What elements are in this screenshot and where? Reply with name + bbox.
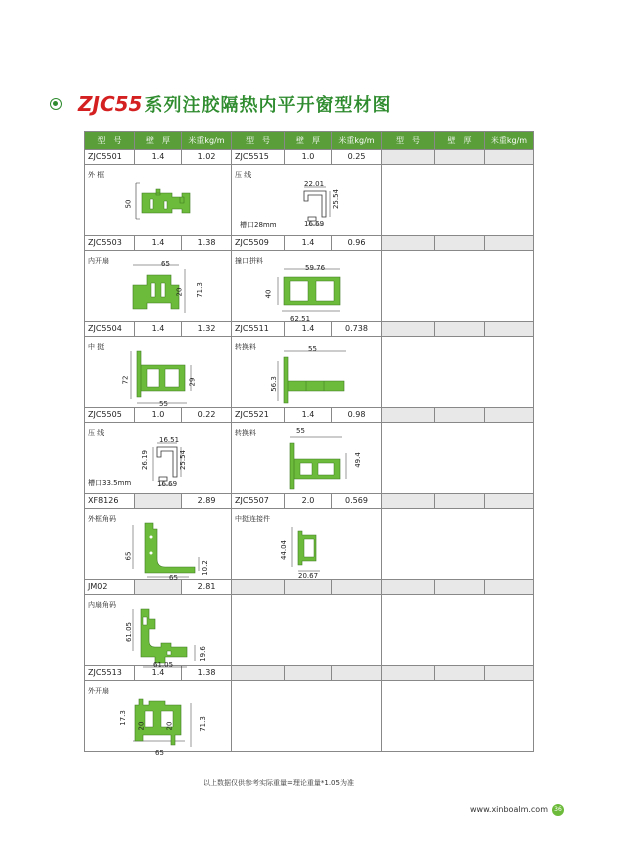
header-row xyxy=(85,132,534,150)
profile-note: 槽口28mm xyxy=(240,221,277,229)
data-row xyxy=(85,408,534,423)
dimension-label: 71.3 xyxy=(198,716,207,732)
profile-caption: 内开扇 xyxy=(88,257,109,265)
profile-caption: 转换料 xyxy=(235,429,256,437)
weight-cell: 0.738 xyxy=(332,322,382,337)
empty-cell xyxy=(485,666,534,681)
empty-cell xyxy=(485,150,534,165)
page-title xyxy=(50,92,391,116)
empty-drawing-cell xyxy=(232,595,382,666)
weight-cell: 2.89 xyxy=(182,494,232,509)
dimension-label: 72 xyxy=(121,375,130,385)
empty-cell xyxy=(435,236,485,251)
wall-cell xyxy=(135,494,182,509)
empty-cell xyxy=(332,666,382,681)
wall-cell: 1.0 xyxy=(135,408,182,423)
empty-cell xyxy=(382,580,435,595)
profile-drawing-zjc5507 xyxy=(286,523,336,575)
dimension-label: 26.19 xyxy=(141,449,150,471)
empty-cell xyxy=(232,666,285,681)
dimension-label: 56.3 xyxy=(269,376,278,392)
profile-caption: 撞口拼料 xyxy=(235,257,263,265)
drawing-cell xyxy=(85,165,232,236)
profile-caption: 外开扇 xyxy=(88,687,109,695)
weight-cell: 1.38 xyxy=(182,236,232,251)
dimension-label: 61.05 xyxy=(125,621,134,643)
dimension-label: 16.69 xyxy=(157,480,178,488)
empty-cell xyxy=(435,666,485,681)
dimension-label: 10.2 xyxy=(200,560,209,576)
dimension-label: 62.51 xyxy=(290,315,311,323)
model-cell: ZJC5509 xyxy=(232,236,285,251)
wall-cell: 2.0 xyxy=(285,494,332,509)
drawing-cell xyxy=(85,681,232,757)
profile-caption: 外 框 xyxy=(88,171,105,179)
wall-cell: 1.4 xyxy=(135,150,182,165)
dimension-label: 29 xyxy=(188,377,197,387)
empty-cell xyxy=(485,236,534,251)
profile-caption: 内扇角码 xyxy=(88,601,116,609)
drawing-cell xyxy=(85,509,232,580)
model-cell: ZJC5521 xyxy=(232,408,285,423)
dimension-label: 25.54 xyxy=(332,188,341,210)
model-cell: JM02 xyxy=(85,580,135,595)
drawing-cell xyxy=(85,337,232,408)
empty-cell xyxy=(382,666,435,681)
empty-cell xyxy=(485,322,534,337)
dimension-label: 20.67 xyxy=(298,572,319,580)
dimension-label: 50 xyxy=(124,199,133,209)
header-cell: 型 号 xyxy=(232,132,285,150)
dimension-label: 55 xyxy=(159,400,168,408)
drawing-cell xyxy=(85,595,232,669)
data-row xyxy=(85,236,534,251)
empty-cell xyxy=(435,150,485,165)
profile-caption: 压 线 xyxy=(88,429,105,437)
empty-drawing-cell xyxy=(382,509,534,580)
dimension-label: 25.54 xyxy=(179,449,188,471)
model-cell: ZJC5504 xyxy=(85,322,135,337)
dimension-label: 55 xyxy=(296,427,305,435)
header-cell: 米重kg/m xyxy=(485,132,534,150)
empty-cell xyxy=(382,494,435,509)
empty-cell xyxy=(232,580,285,595)
data-row xyxy=(85,150,534,165)
drawing-row xyxy=(85,681,534,752)
empty-cell xyxy=(382,322,435,337)
drawing-row xyxy=(85,337,534,408)
model-cell: ZJC5501 xyxy=(85,150,135,165)
bullet-icon xyxy=(50,98,62,110)
drawing-row xyxy=(85,423,534,494)
drawing-row xyxy=(85,595,534,666)
empty-cell xyxy=(435,322,485,337)
empty-drawing-cell xyxy=(382,681,534,752)
profile-drawing-zjc5504 xyxy=(125,347,215,403)
empty-cell xyxy=(485,494,534,509)
dimension-label: 44.04 xyxy=(280,539,289,561)
drawing-row xyxy=(85,509,534,580)
model-cell: XF8126 xyxy=(85,494,135,509)
drawing-cell xyxy=(232,509,382,580)
weight-cell: 2.81 xyxy=(182,580,232,595)
website-link[interactable]: www.xinboalm.com xyxy=(470,805,548,814)
model-cell: ZJC5513 xyxy=(85,666,135,681)
profile-note: 槽口33.5mm xyxy=(88,479,132,487)
dimension-label: 20 xyxy=(165,721,174,731)
header-cell: 壁 厚 xyxy=(135,132,182,150)
empty-cell xyxy=(485,580,534,595)
dimension-label: 17.3 xyxy=(118,710,127,726)
header-cell: 型 号 xyxy=(85,132,135,150)
profile-caption: 转换料 xyxy=(235,343,256,351)
drawing-cell xyxy=(85,423,232,494)
empty-cell xyxy=(332,580,382,595)
dimension-label: 16.69 xyxy=(304,220,325,228)
weight-cell: 1.38 xyxy=(182,666,232,681)
dimension-label: 59.76 xyxy=(305,264,326,272)
header-cell: 米重kg/m xyxy=(332,132,382,150)
empty-drawing-cell xyxy=(382,595,534,666)
header-cell: 米重kg/m xyxy=(182,132,232,150)
header-cell: 壁 厚 xyxy=(435,132,485,150)
weight-cell: 1.32 xyxy=(182,322,232,337)
dimension-label: 20 xyxy=(137,721,146,731)
dimension-label: 65 xyxy=(169,574,178,582)
empty-cell xyxy=(435,580,485,595)
wall-cell: 1.4 xyxy=(135,236,182,251)
weight-cell: 1.02 xyxy=(182,150,232,165)
dimension-label: 16.51 xyxy=(159,436,180,444)
header-cell: 型 号 xyxy=(382,132,435,150)
weight-cell: 0.96 xyxy=(332,236,382,251)
wall-cell: 1.4 xyxy=(285,236,332,251)
dimension-label: 65 xyxy=(161,260,170,268)
model-cell: ZJC5503 xyxy=(85,236,135,251)
drawing-cell xyxy=(232,423,382,494)
drawing-cell xyxy=(232,337,382,408)
weight-cell: 0.22 xyxy=(182,408,232,423)
empty-cell xyxy=(382,150,435,165)
dimension-label: 65 xyxy=(155,749,164,757)
model-cell: ZJC5505 xyxy=(85,408,135,423)
dimension-label: 22.01 xyxy=(304,180,325,188)
dimension-label: 71.3 xyxy=(195,282,204,298)
empty-drawing-cell xyxy=(382,423,534,494)
dimension-label: 19.6 xyxy=(198,646,207,662)
empty-drawing-cell xyxy=(382,251,534,322)
profile-drawing-zjc5521 xyxy=(270,433,360,489)
footnote: 以上数据仅供参考实际重量=理论重量*1.05为准 xyxy=(203,779,354,787)
empty-cell xyxy=(382,408,435,423)
model-cell: ZJC5507 xyxy=(232,494,285,509)
page-number-badge: 36 xyxy=(552,804,564,816)
empty-cell xyxy=(285,666,332,681)
drawing-cell xyxy=(85,251,232,322)
empty-drawing-cell xyxy=(232,681,382,752)
model-cell: ZJC5515 xyxy=(232,150,285,165)
dimension-label: 55 xyxy=(308,345,317,353)
wall-cell: 1.4 xyxy=(285,408,332,423)
title-code: ZJC55 xyxy=(78,92,143,116)
wall-cell: 1.4 xyxy=(135,666,182,681)
empty-cell xyxy=(435,494,485,509)
profile-caption: 压 线 xyxy=(235,171,252,179)
title-text: 系列注胶隔热内平开窗型材图 xyxy=(144,95,392,116)
data-row xyxy=(85,494,534,509)
model-cell: ZJC5511 xyxy=(232,322,285,337)
empty-cell xyxy=(485,408,534,423)
empty-drawing-cell xyxy=(382,337,534,408)
dimension-label: 20 xyxy=(175,287,184,297)
empty-cell xyxy=(382,236,435,251)
drawing-row xyxy=(85,251,534,322)
dimension-label: 65 xyxy=(124,551,133,561)
dimension-label: 61.05 xyxy=(153,661,174,669)
weight-cell: 0.569 xyxy=(332,494,382,509)
drawing-cell xyxy=(232,251,382,322)
profile-table xyxy=(84,131,534,757)
profile-drawing-zjc5511 xyxy=(276,347,366,405)
dimension-label: 49.4 xyxy=(353,452,362,468)
profile-caption: 中挺连接件 xyxy=(235,515,270,523)
empty-cell xyxy=(435,408,485,423)
header-cell: 壁 厚 xyxy=(285,132,332,150)
profile-caption: 中 挺 xyxy=(88,343,105,351)
dimension-label: 40 xyxy=(264,289,273,299)
profile-caption: 外框角码 xyxy=(88,515,116,523)
empty-drawing-cell xyxy=(382,165,534,236)
wall-cell: 1.0 xyxy=(285,150,332,165)
wall-cell: 1.4 xyxy=(285,322,332,337)
weight-cell: 0.25 xyxy=(332,150,382,165)
drawing-row xyxy=(85,165,534,236)
weight-cell: 0.98 xyxy=(332,408,382,423)
wall-cell: 1.4 xyxy=(135,322,182,337)
drawing-cell xyxy=(232,165,382,236)
